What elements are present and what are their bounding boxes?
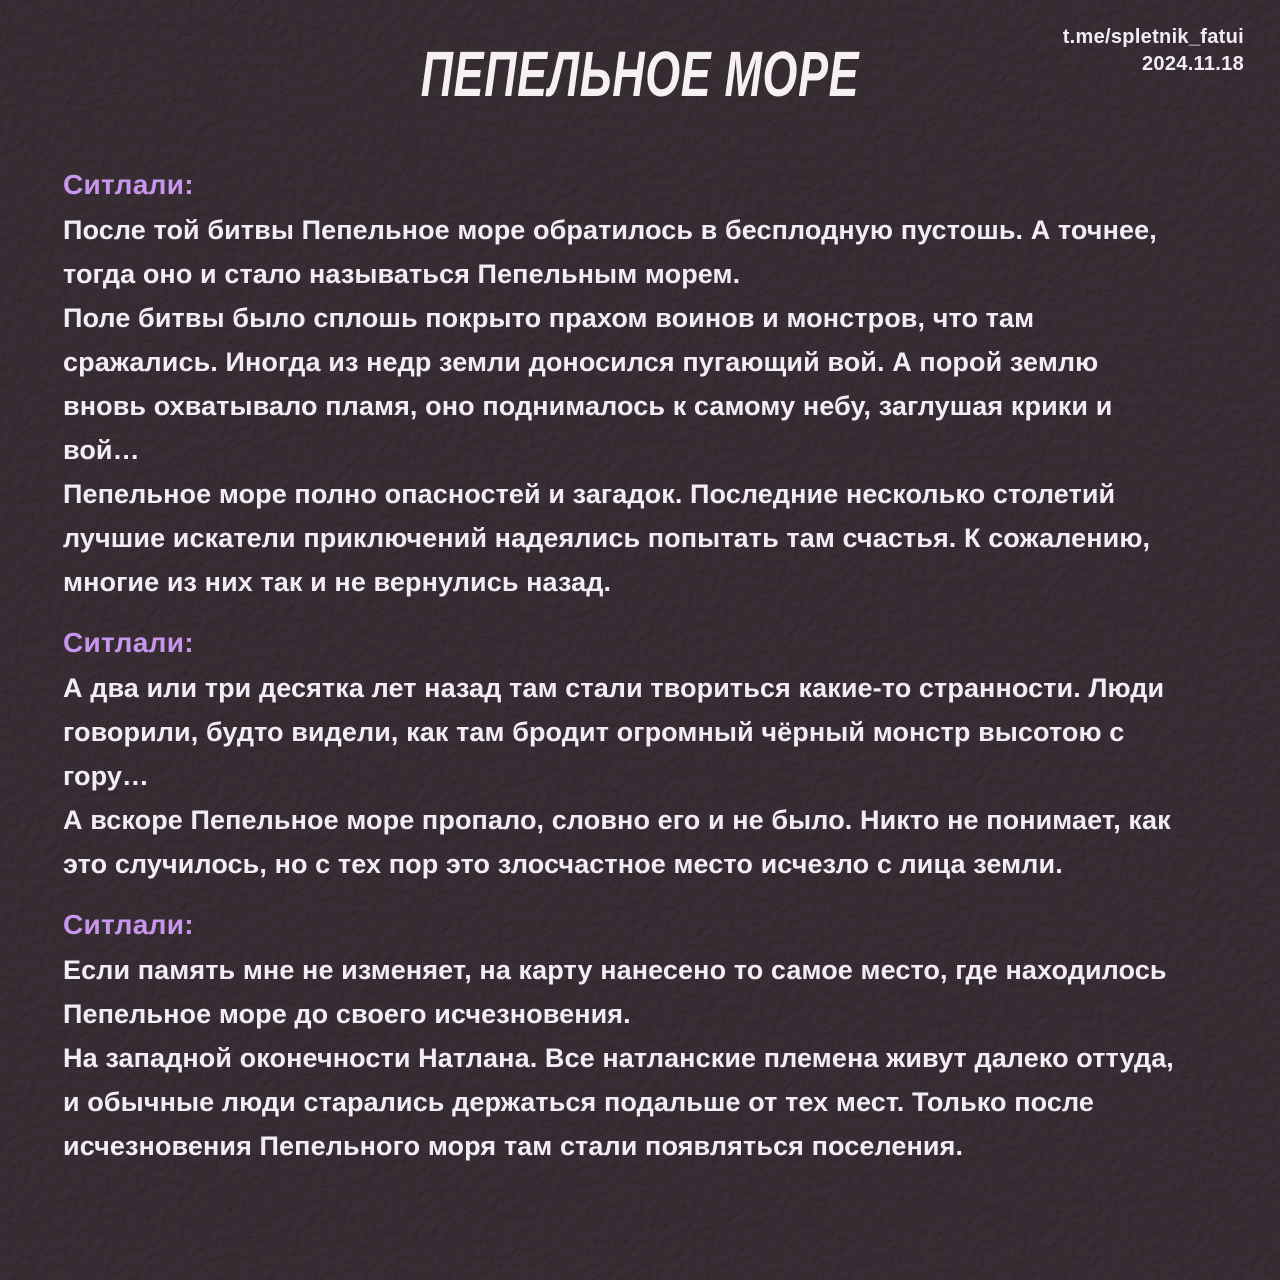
speaker-paragraphs [63,666,1183,886]
dialogue-content [0,116,1241,1168]
dialogue-paragraph: А два или три десятка лет назад там стали твориться какие-то странности. Люди говорили, будто видели, как там бродит огромный чёрный монстр высотою с гору… [63,673,1165,791]
watermark [1063,24,1244,78]
dialogue-paragraph: После той битвы Пепельное море обратилось в бесплодную пустошь. А точнее, тогда оно и стало называться Пепельным морем. [63,215,1157,289]
speaker-label: Ситлали: [63,169,194,200]
speaker-paragraphs [63,208,1183,604]
dialogue-paragraph: Если память мне не изменяет, на карту нанесено то самое место, где находилось Пепельное море до своего исчезновения. [63,955,1167,1029]
page-header [0,0,1280,116]
dialogue-paragraph: А вскоре Пепельное море пропало, словно его и не было. Никто не понимает, как это случилось, но с тех пор это злосчастное место исчезло с лица земли. [63,805,1171,879]
dialogue-paragraph: Пепельное море полно опасностей и загадок. Последние несколько столетий лучшие искатели приключений надеялись попытать там счастья. К сожалению, многие из них так и не вернулись назад. [63,479,1151,597]
speaker-label: Ситлали: [63,627,194,658]
speaker-label: Ситлали: [63,909,194,940]
dialogue-paragraph: На западной оконечности Натлана. Все натланские племена живут далеко оттуда, и обычные люди старались держаться подальше от тех мест. Только после исчезновения Пепельного моря там стали появляться поселения. [63,1043,1174,1161]
dialogue-section [63,162,1183,604]
dialogue-section [63,620,1183,886]
dialogue-paragraph: Поле битвы было сплошь покрыто прахом воинов и монстров, что там сражались. Иногда из недр земли доносился пугающий вой. А порой землю вновь охватывало пламя, оно поднималось к самому небу, заглушая крики и вой… [63,303,1113,465]
watermark-date: 2024.11.18 [1142,53,1244,75]
dialogue-section [63,902,1183,1168]
watermark-channel: t.me/spletnik_fatui [1062,26,1244,48]
speaker-paragraphs [63,948,1183,1168]
page-title: ПЕПЕЛЬНОЕ МОРЕ [420,38,860,110]
